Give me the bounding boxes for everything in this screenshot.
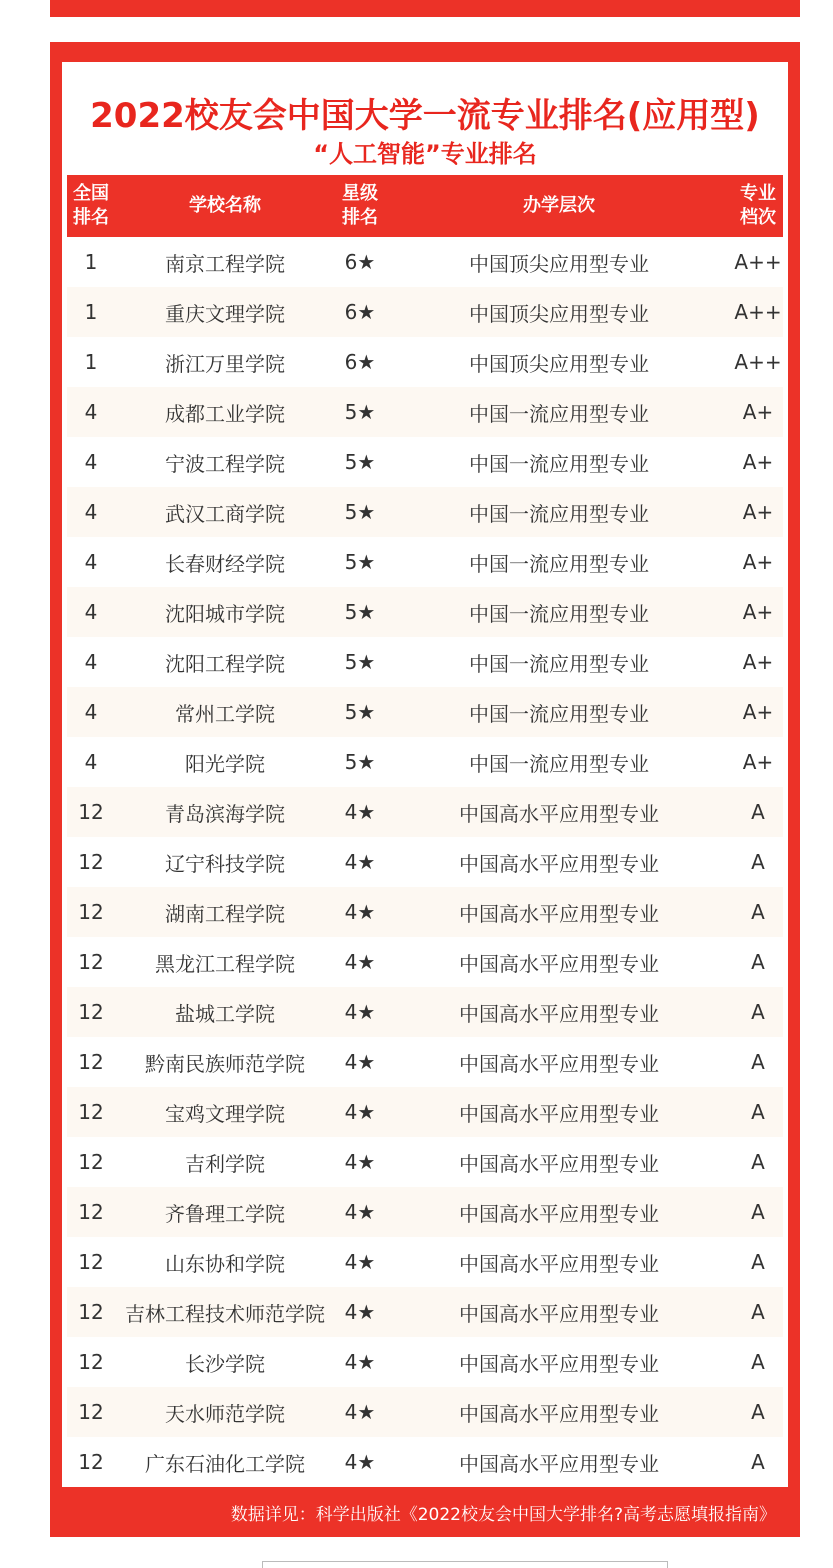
- cell-rank: 12: [78, 1050, 104, 1074]
- cell-name: 成都工业学院: [115, 387, 335, 437]
- cell-grade: A+: [742, 550, 774, 574]
- previous-card-bottom: [50, 0, 800, 17]
- header-star: [335, 175, 385, 237]
- cell-name: 山东协和学院: [165, 1251, 285, 1276]
- table-row: [67, 1387, 783, 1437]
- cell-star: 5★: [335, 587, 385, 637]
- table-row: [67, 687, 783, 737]
- cell-level: 中国一流应用型专业: [469, 451, 649, 476]
- cell-level: 中国高水平应用型专业: [385, 1187, 733, 1237]
- cell-grade: A: [733, 1387, 783, 1437]
- cell-level: 中国高水平应用型专业: [385, 987, 733, 1037]
- cell-star: 4★: [344, 1350, 376, 1374]
- cell-grade: A+: [742, 750, 774, 774]
- cell-rank: 4: [67, 687, 115, 737]
- cell-star: 4★: [344, 1150, 376, 1174]
- cell-rank: 12: [67, 1387, 115, 1437]
- cell-name: 盐城工学院: [115, 987, 335, 1037]
- table-row: [67, 987, 783, 1037]
- ranking-card-inner: [62, 62, 788, 1487]
- table-row: [67, 387, 783, 437]
- cell-star: 4★: [335, 1287, 385, 1337]
- cell-star: 4★: [344, 1250, 376, 1274]
- cell-name: 吉利学院: [185, 1151, 265, 1176]
- cell-star: 4★: [335, 987, 385, 1037]
- cell-grade: A: [751, 1250, 765, 1274]
- cell-name: 重庆文理学院: [115, 287, 335, 337]
- cell-star: 5★: [344, 450, 376, 474]
- cell-star: 4★: [344, 1450, 376, 1474]
- cell-rank: 1: [67, 287, 115, 337]
- cell-grade: A: [751, 950, 765, 974]
- cell-name: 沈阳工程学院: [165, 651, 285, 676]
- cell-rank: 12: [67, 987, 115, 1037]
- cell-name: 齐鲁理工学院: [115, 1187, 335, 1237]
- table-row: [67, 1337, 783, 1387]
- table-row: [67, 1237, 783, 1287]
- cell-name: 黔南民族师范学院: [145, 1051, 305, 1076]
- cell-rank: 1: [84, 250, 98, 274]
- cell-star: 6★: [335, 287, 385, 337]
- cell-star: 4★: [335, 1087, 385, 1137]
- cell-name: 青岛滨海学院: [115, 787, 335, 837]
- cell-name: 天水师范学院: [115, 1387, 335, 1437]
- table-row: [67, 587, 783, 637]
- table-row: [67, 887, 783, 937]
- header-star-line1: 星级: [342, 183, 378, 204]
- cell-name: 辽宁科技学院: [165, 851, 285, 876]
- source-footnote: 数据详见：科学出版社《2022校友会中国大学排名?高考志愿填报指南》: [230, 1505, 776, 1525]
- cell-star: 4★: [344, 1050, 376, 1074]
- cell-grade: A: [751, 1150, 765, 1174]
- cell-rank: 1: [84, 350, 98, 374]
- cell-level: 中国高水平应用型专业: [459, 1451, 659, 1476]
- table-row: [67, 1037, 783, 1087]
- cell-grade: A: [751, 1350, 765, 1374]
- cell-name: 长春财经学院: [165, 551, 285, 576]
- cell-rank: 12: [67, 1087, 115, 1137]
- cell-star: 5★: [344, 550, 376, 574]
- table-row: [67, 837, 783, 887]
- cell-rank: 4: [84, 750, 98, 774]
- cell-star: 6★: [344, 250, 376, 274]
- cell-level: 中国一流应用型专业: [385, 587, 733, 637]
- cell-level: 中国高水平应用型专业: [385, 1087, 733, 1137]
- cell-rank: 4: [67, 387, 115, 437]
- header-rank-line1: 全国: [73, 183, 109, 204]
- cell-grade: A++: [734, 350, 782, 374]
- cell-level: 中国高水平应用型专业: [459, 1051, 659, 1076]
- table-row: [67, 1437, 783, 1487]
- cell-level: 中国高水平应用型专业: [385, 887, 733, 937]
- cell-grade: A++: [734, 250, 782, 274]
- table-body: [67, 237, 783, 1487]
- cell-star: 5★: [335, 387, 385, 437]
- cell-rank: 12: [78, 950, 104, 974]
- cell-rank: 12: [67, 887, 115, 937]
- cell-level: 中国一流应用型专业: [385, 387, 733, 437]
- header-grade-line2: 档次: [740, 207, 776, 228]
- cell-name: 阳光学院: [185, 751, 265, 776]
- cell-rank: 12: [78, 1450, 104, 1474]
- cell-level: 中国一流应用型专业: [385, 487, 733, 537]
- table-row: [67, 737, 783, 787]
- cell-name: 宁波工程学院: [165, 451, 285, 476]
- table-row: [67, 1087, 783, 1137]
- cell-level: 中国高水平应用型专业: [459, 1151, 659, 1176]
- cell-level: 中国一流应用型专业: [385, 687, 733, 737]
- table-row: [67, 637, 783, 687]
- cell-grade: A: [733, 1287, 783, 1337]
- cell-level: 中国高水平应用型专业: [385, 1287, 733, 1337]
- cell-name: 浙江万里学院: [165, 351, 285, 376]
- cell-grade: A: [733, 987, 783, 1037]
- cell-rank: 12: [78, 1350, 104, 1374]
- cell-name: 长沙学院: [185, 1351, 265, 1376]
- table-row: [67, 437, 783, 487]
- table-row: [67, 487, 783, 537]
- cell-star: 4★: [335, 1387, 385, 1437]
- cell-star: 4★: [335, 887, 385, 937]
- cell-rank: 4: [84, 450, 98, 474]
- table-row: [67, 337, 783, 387]
- table-row: [67, 937, 783, 987]
- cell-level: 中国一流应用型专业: [469, 651, 649, 676]
- cell-grade: A+: [733, 487, 783, 537]
- cell-level: 中国高水平应用型专业: [385, 787, 733, 837]
- cell-level: 中国高水平应用型专业: [459, 1251, 659, 1276]
- cell-star: 4★: [335, 787, 385, 837]
- cell-level: 中国一流应用型专业: [469, 551, 649, 576]
- header-grade: [733, 175, 783, 237]
- cell-grade: A: [733, 1087, 783, 1137]
- cell-grade: A++: [733, 287, 783, 337]
- table-row: [67, 287, 783, 337]
- cell-level: 中国一流应用型专业: [469, 751, 649, 776]
- header-name: 学校名称: [115, 175, 335, 237]
- header-rank-line2: 排名: [73, 207, 109, 228]
- cell-star: 4★: [344, 950, 376, 974]
- cell-rank: 4: [84, 650, 98, 674]
- cell-name: 吉林工程技术师范学院: [115, 1287, 335, 1337]
- cell-grade: A: [733, 887, 783, 937]
- cell-rank: 12: [78, 850, 104, 874]
- cell-name: 常州工学院: [115, 687, 335, 737]
- table-row: [67, 1187, 783, 1237]
- cell-name: 宝鸡文理学院: [115, 1087, 335, 1137]
- table-row: [67, 787, 783, 837]
- ranking-card: [50, 42, 800, 1537]
- cell-grade: A: [733, 1187, 783, 1237]
- cell-grade: A+: [733, 387, 783, 437]
- table-header-row: [67, 175, 783, 237]
- cell-name: 武汉工商学院: [115, 487, 335, 537]
- cell-name: 湖南工程学院: [115, 887, 335, 937]
- cell-name: 沈阳城市学院: [115, 587, 335, 637]
- page-title: 2022校友会中国大学一流专业排名(应用型): [90, 96, 760, 136]
- cell-rank: 4: [67, 587, 115, 637]
- cell-grade: A+: [742, 450, 774, 474]
- header-star-line2: 排名: [342, 207, 378, 228]
- cell-level: 中国高水平应用型专业: [459, 1351, 659, 1376]
- cell-star: 4★: [335, 1187, 385, 1237]
- cell-rank: 12: [78, 1250, 104, 1274]
- ranking-table: [67, 175, 783, 1487]
- cell-grade: A: [751, 1450, 765, 1474]
- cell-star: 5★: [335, 687, 385, 737]
- cell-name: 黑龙江工程学院: [155, 951, 295, 976]
- cell-name: 广东石油化工学院: [145, 1451, 305, 1476]
- table-row: [67, 537, 783, 587]
- cell-star: 6★: [344, 350, 376, 374]
- cell-star: 5★: [344, 750, 376, 774]
- table-row: [67, 1137, 783, 1187]
- cell-grade: A+: [733, 687, 783, 737]
- cell-rank: 4: [84, 550, 98, 574]
- header-rank: [67, 175, 115, 237]
- cell-star: 4★: [344, 850, 376, 874]
- cell-rank: 12: [78, 1150, 104, 1174]
- cell-name: 南京工程学院: [165, 251, 285, 276]
- cell-grade: A+: [742, 650, 774, 674]
- cell-grade: A: [751, 850, 765, 874]
- cell-grade: A+: [733, 587, 783, 637]
- cell-rank: 12: [67, 787, 115, 837]
- cell-level: 中国顶尖应用型专业: [385, 287, 733, 337]
- cell-level: 中国高水平应用型专业: [459, 851, 659, 876]
- cell-rank: 12: [67, 1287, 115, 1337]
- header-grade-line1: 专业: [740, 183, 776, 204]
- cell-level: 中国顶尖应用型专业: [469, 251, 649, 276]
- cell-level: 中国顶尖应用型专业: [469, 351, 649, 376]
- cell-star: 5★: [344, 650, 376, 674]
- table-row: [67, 237, 783, 287]
- cell-rank: 12: [67, 1187, 115, 1237]
- page-subtitle: “人工智能”专业排名: [313, 140, 537, 168]
- cell-grade: A: [733, 787, 783, 837]
- cell-rank: 4: [67, 487, 115, 537]
- cell-star: 5★: [335, 487, 385, 537]
- cell-level: 中国高水平应用型专业: [385, 1387, 733, 1437]
- table-row: [67, 1287, 783, 1337]
- cell-grade: A: [751, 1050, 765, 1074]
- cell-level: 中国高水平应用型专业: [459, 951, 659, 976]
- header-level: 办学层次: [385, 175, 733, 237]
